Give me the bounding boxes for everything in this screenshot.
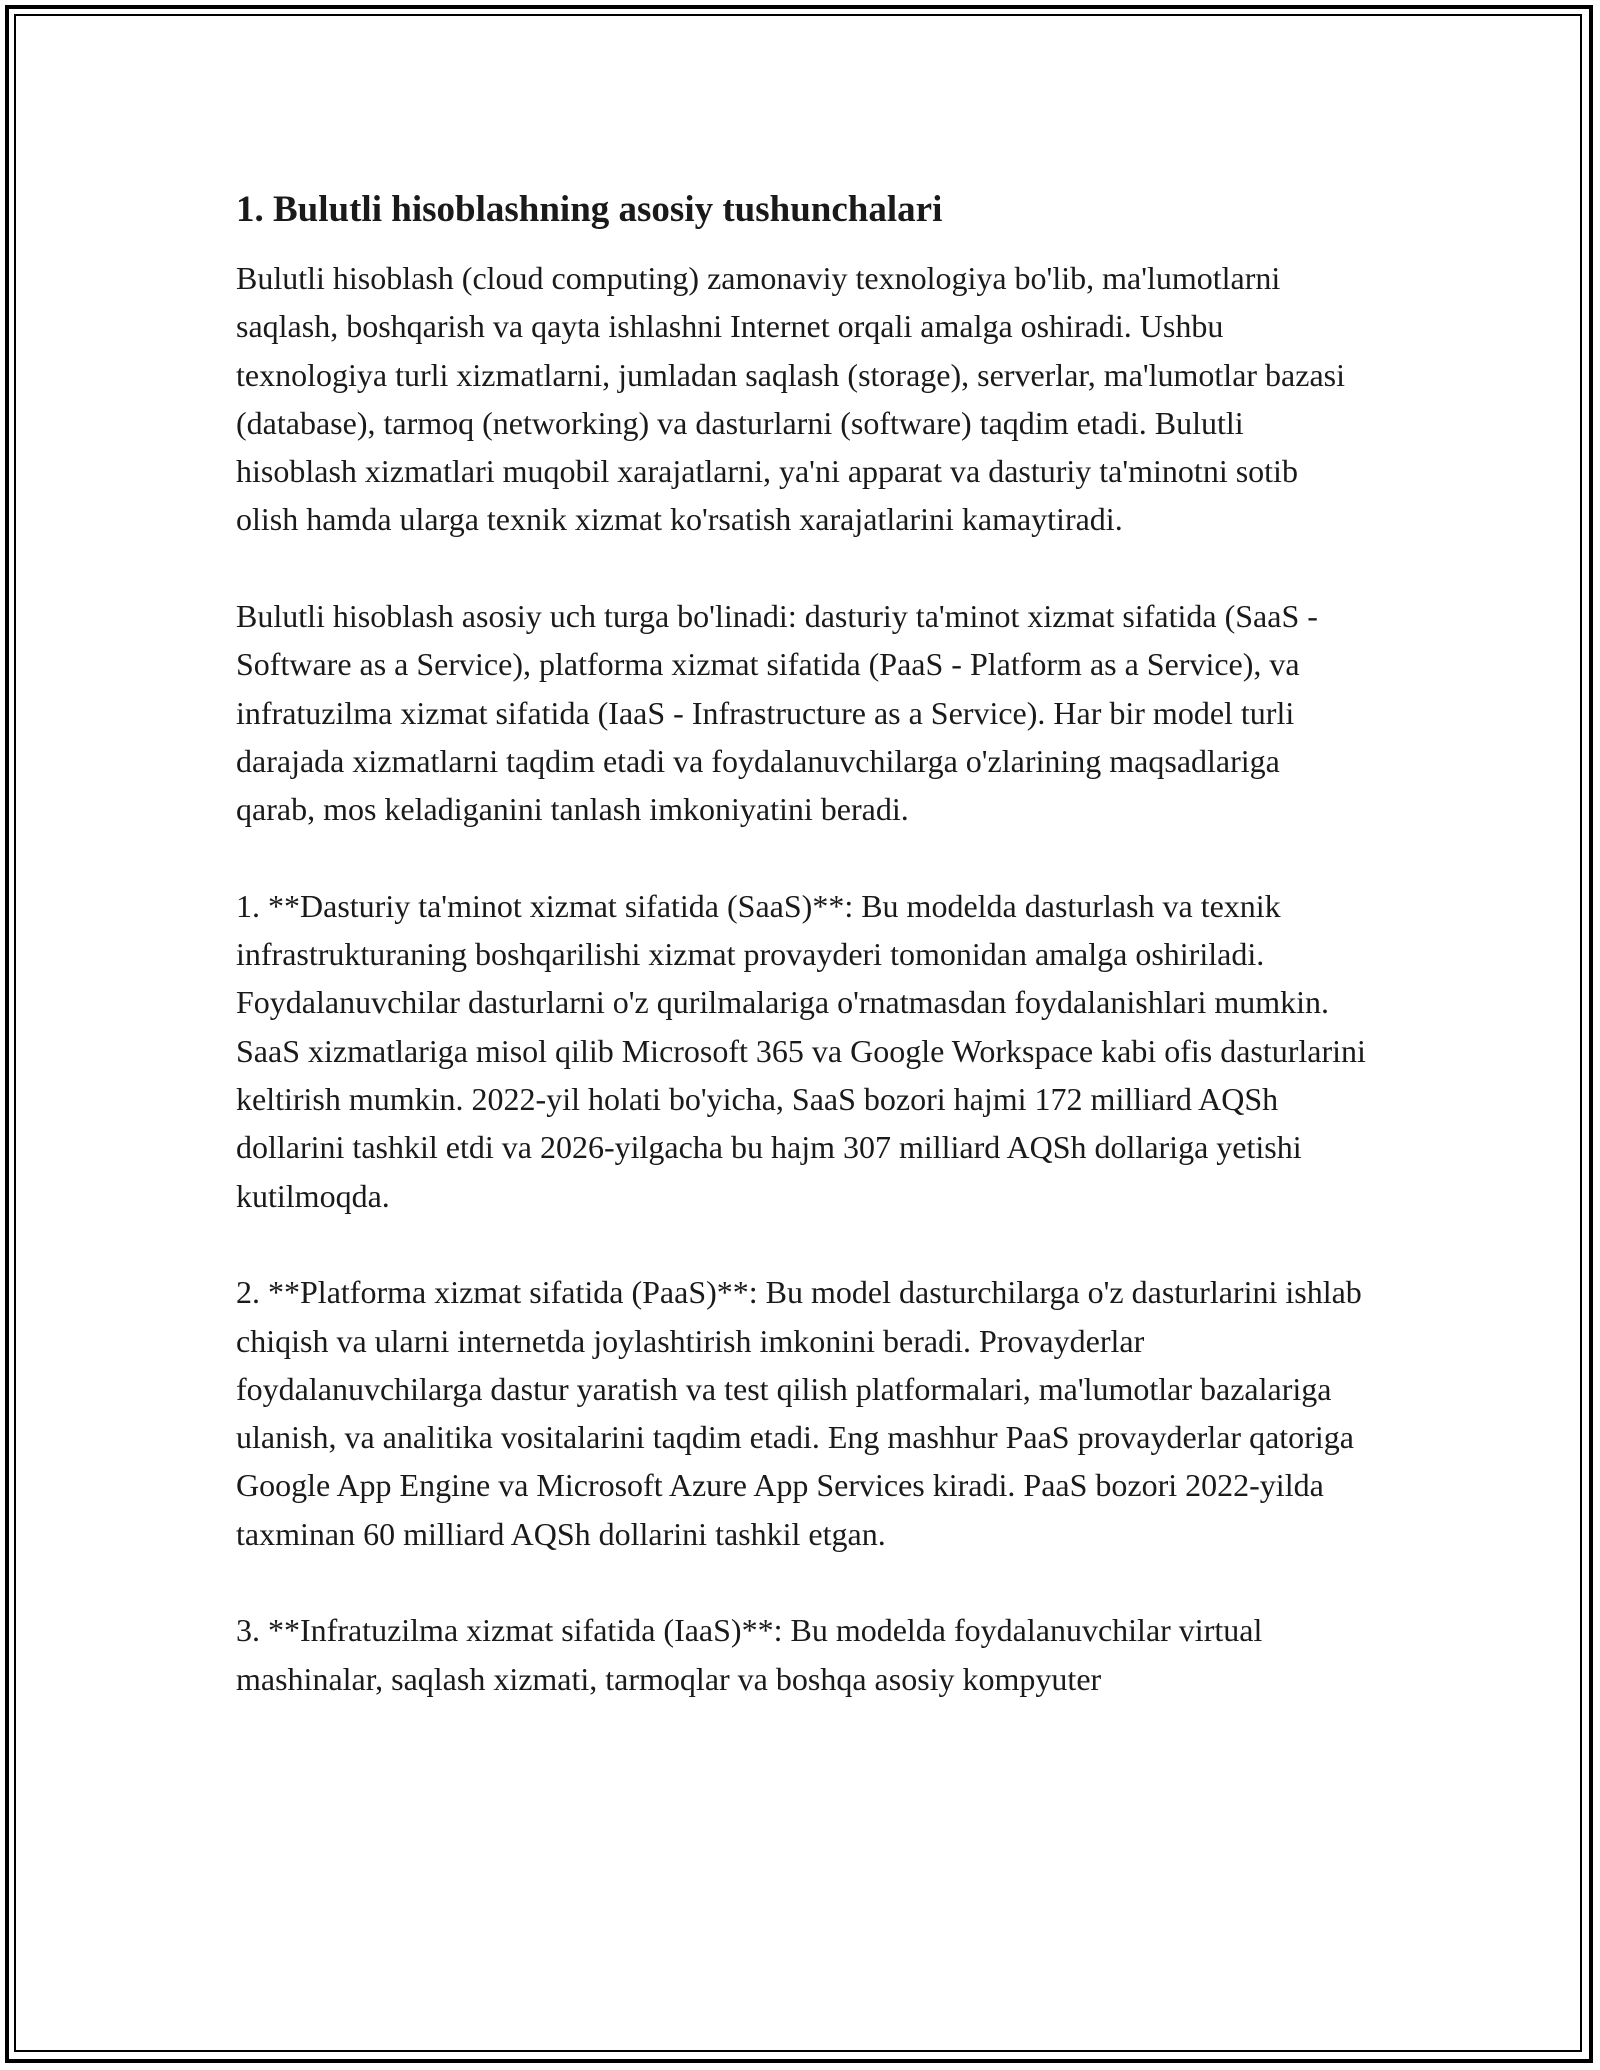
paragraph-types: Bulutli hisoblash asosiy uch turga bo'linadi: dasturiy ta'minot xizmat sifatida (SaaS - Software as a Service), platforma xizmat sifatida (PaaS - Platform as a Service), va infratuzilma xizmat sifatida (IaaS - Infrastructure as a Service). Har bir model turli darajada xizmatlarni taqdim etadi va foydalanuvchilarga o'zlarining maqsadlariga qarab, mos keladiganini tanlash imkoniyatini beradi.	[236, 598, 1318, 828]
paragraph-iaas: 3. **Infratuzilma xizmat sifatida (IaaS)**: Bu modelda foydalanuvchilar virtual mashinalar, saqlash xizmati, tarmoqlar va boshqa asosiy kompyuter	[236, 1612, 1263, 1697]
paragraph-intro: Bulutli hisoblash (cloud computing) zamonaviy texnologiya bo'lib, ma'lumotlarni saqlash, boshqarish va qayta ishlashni Internet orqali amalga oshiradi. Ushbu texnologiya turli xizmatlarni, jumladan saqlash (storage), serverlar, ma'lumotlar bazasi (database), tarmoq (networking) va dasturlarni (software) taqdim etadi. Bulutli hisoblash xizmatlari muqobil xarajatlarni, ya'ni apparat va dasturiy ta'minotni sotib olish hamda ularga texnik xizmat ko'rsatish xarajatlarini kamaytiradi.	[236, 260, 1345, 538]
section-heading: 1. Bulutli hisoblashning asosiy tushunchalari	[236, 189, 943, 230]
document-body	[236, 186, 1366, 1703]
paragraph-paas: 2. **Platforma xizmat sifatida (PaaS)**: Bu model dasturchilarga o'z dasturlarini ishlab chiqish va ularni internetda joylashtirish imkonini beradi. Provayderlar foydalanuvchilarga dastur yaratish va test qilish platformalari, ma'lumotlar bazalariga ulanish, va analitika vositalarini taqdim etadi. Eng mashhur PaaS provayderlar qatoriga Google App Engine va Microsoft Azure App Services kiradi. PaaS bozori 2022-yilda taxminan 60 milliard AQSh dollarini tashkil etgan.	[236, 1274, 1362, 1552]
paragraph-saas: 1. **Dasturiy ta'minot xizmat sifatida (SaaS)**: Bu modelda dasturlash va texnik infrastrukturaning boshqarilishi xizmat provayderi tomonidan amalga oshiriladi. Foydalanuvchilar dasturlarni o'z qurilmalariga o'rnatmasdan foydalanishlari mumkin. SaaS xizmatlariga misol qilib Microsoft 365 va Google Workspace kabi ofis dasturlarini keltirish mumkin. 2022-yil holati bo'yicha, SaaS bozori hajmi 172 milliard AQSh dollarini tashkil etdi va 2026-yilgacha bu hajm 307 milliard AQSh dollariga yetishi kutilmoqda.	[236, 887, 1366, 1214]
